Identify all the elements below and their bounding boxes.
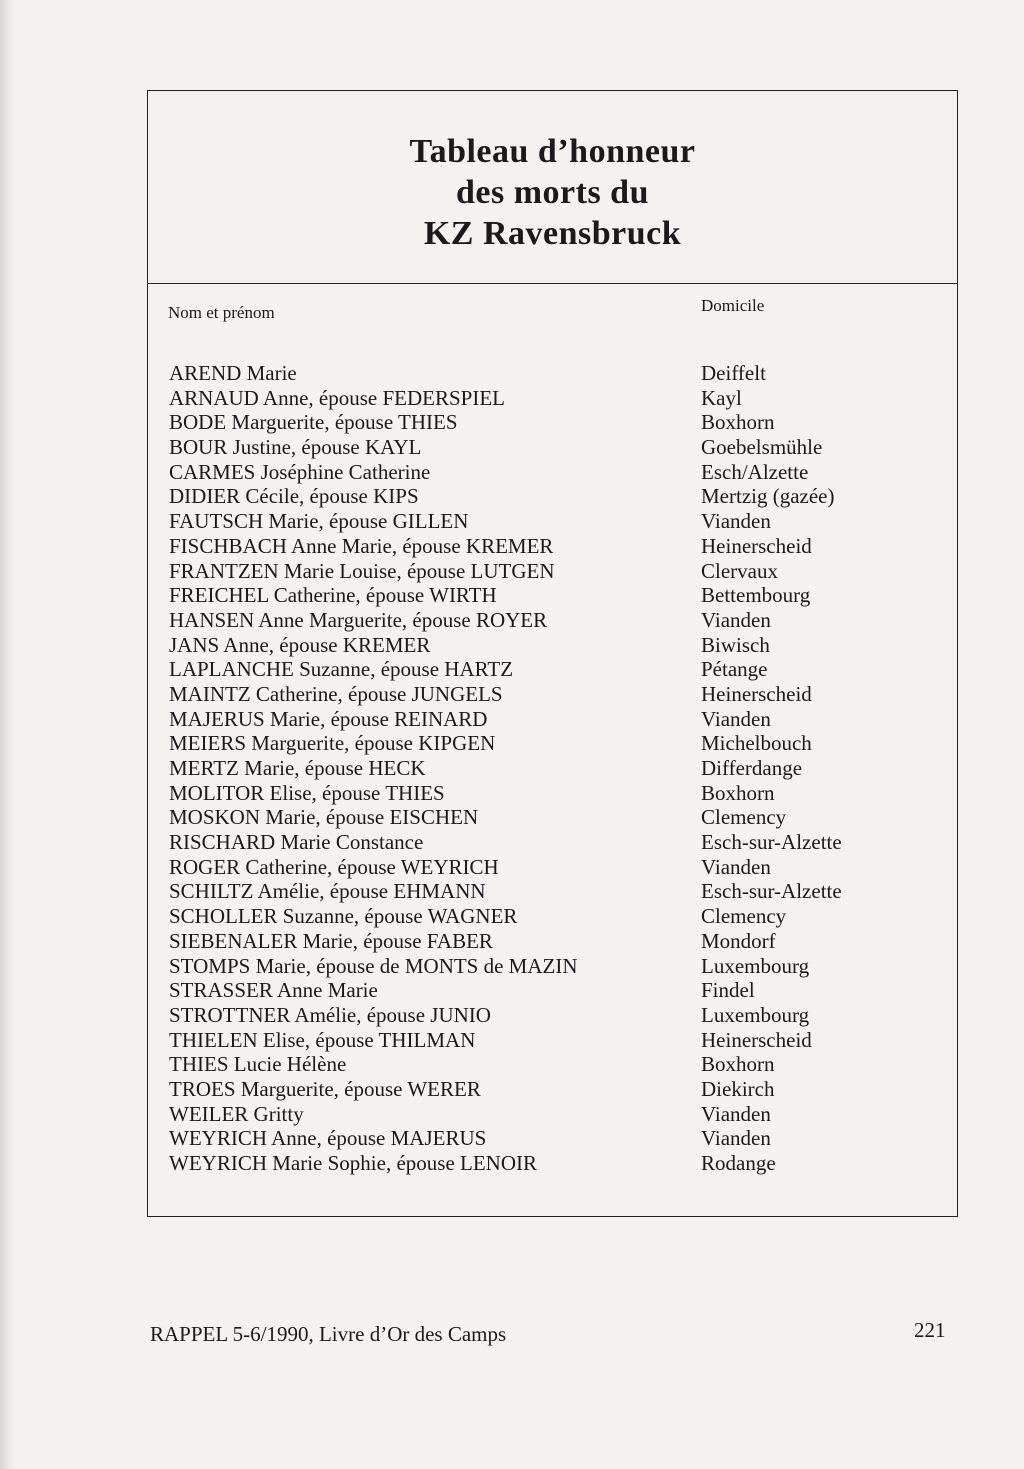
row-name: JANS Anne, épouse KREMER [169,632,431,657]
row-domicile: Luxembourg [701,1002,810,1027]
table-row [148,756,957,781]
row-domicile: Vianden [701,607,771,632]
row-domicile: Vianden [701,1101,771,1126]
row-name: MAINTZ Catherine, épouse JUNGELS [169,681,503,706]
row-domicile: Mertzig (gazée) [701,484,835,509]
row-name: WEILER Gritty [169,1101,304,1126]
table-row [148,707,957,732]
row-domicile: Esch/Alzette [701,459,809,484]
row-domicile: Boxhorn [701,1052,775,1077]
row-name: TROES Marguerite, épouse WERER [169,1076,481,1101]
row-name: MERTZ Marie, épouse HECK [169,756,426,780]
title-divider [148,283,957,284]
table-row [148,509,957,534]
table-row [148,484,957,509]
row-name: CARMES Joséphine Catherine [169,459,431,484]
table-row [148,1077,957,1102]
row-domicile: Boxhorn [701,410,775,435]
row-name: LAPLANCHE Suzanne, épouse HARTZ [169,657,514,682]
row-name: WEYRICH Anne, épouse MAJERUS [169,1126,487,1151]
table-row [148,435,957,460]
row-name: FREICHEL Catherine, épouse WIRTH [169,583,497,608]
row-name: ARNAUD Anne, épouse FEDERSPIEL [169,385,505,410]
table-row [148,460,957,485]
table-row [148,410,957,435]
row-domicile: Mondorf [701,928,776,953]
column-header-domicile: Domicile [701,296,765,315]
row-domicile: Vianden [701,509,771,534]
row-name: MAJERUS Marie, épouse REINARD [169,706,488,731]
row-name: FISCHBACH Anne Marie, épouse KREMER [169,533,554,558]
row-domicile: Vianden [701,854,771,879]
row-name: STOMPS Marie, épouse de MONTS de MAZIN [169,953,578,978]
table-row [148,1003,957,1028]
table-row [148,1052,957,1077]
table-row [148,954,957,979]
title-line: Tableau d’honneur [409,133,696,170]
row-name: BOUR Justine, épouse KAYL [169,435,422,460]
row-domicile: Boxhorn [701,780,775,805]
table-row [148,534,957,559]
row-domicile: Diekirch [701,1076,775,1101]
row-domicile: Esch-sur-Alzette [701,879,842,904]
row-name: SCHILTZ Amélie, épouse EHMANN [169,879,486,904]
page-number: 221 [914,1318,946,1342]
table-row [148,657,957,682]
row-name: STROTTNER Amélie, épouse JUNIO [169,1002,491,1027]
row-name: THIES Lucie Hélène [169,1052,347,1077]
row-domicile: Pétange [701,657,768,682]
row-domicile: Heinerscheid [701,681,812,706]
table-row [148,904,957,929]
table-row [148,731,957,756]
row-name: STRASSER Anne Marie [169,978,378,1003]
row-domicile: Michelbouch [701,731,812,756]
row-name: MOLITOR Elise, épouse THIES [169,780,445,805]
row-domicile: Esch-sur-Alzette [701,830,842,855]
row-domicile: Differdange [701,756,803,780]
row-domicile: Heinerscheid [701,1027,812,1052]
page-binding-shadow [0,0,14,1469]
table-row [148,781,957,806]
table-title [148,131,957,254]
row-name: FAUTSCH Marie, épouse GILLEN [169,509,469,534]
row-name: AREND Marie [169,361,297,385]
row-domicile: Bettembourg [701,583,811,608]
row-name: MEIERS Marguerite, épouse KIPGEN [169,731,496,756]
table-row [148,633,957,658]
row-name: MOSKON Marie, épouse EISCHEN [169,805,479,830]
table-row [148,879,957,904]
row-domicile: Vianden [701,706,771,731]
table-row [148,583,957,608]
row-name: FRANTZEN Marie Louise, épouse LUTGEN [169,558,555,583]
table-row [148,978,957,1003]
table-row [148,855,957,880]
row-name: SCHOLLER Suzanne, épouse WAGNER [169,904,518,929]
table-row [148,386,957,411]
row-domicile: Deiffelt [701,361,766,385]
row-domicile: Heinerscheid [701,533,812,558]
table-row [148,361,957,386]
table-row [148,929,957,954]
row-name: DIDIER Cécile, épouse KIPS [169,484,419,509]
table-row [148,1028,957,1053]
table-body [148,361,957,1176]
column-header-name: Nom et prénom [168,303,275,322]
table-row [148,682,957,707]
row-domicile: Clemency [701,805,787,830]
row-domicile: Goebelsmühle [701,435,823,460]
table-row [148,830,957,855]
row-name: BODE Marguerite, épouse THIES [169,410,458,435]
row-domicile: Kayl [701,385,742,410]
row-domicile: Biwisch [701,632,770,657]
table-row [148,1102,957,1127]
row-name: ROGER Catherine, épouse WEYRICH [169,854,499,879]
row-domicile: Rodange [701,1151,776,1175]
table-row [148,1126,957,1151]
table-row [148,559,957,584]
row-name: THIELEN Elise, épouse THILMAN [169,1027,476,1052]
honor-roll-table [147,90,958,1217]
table-row [148,805,957,830]
row-name: SIEBENALER Marie, épouse FABER [169,928,493,953]
row-domicile: Vianden [701,1126,771,1151]
title-line: KZ Ravensbruck [423,215,682,252]
row-domicile: Luxembourg [701,953,810,978]
row-name: WEYRICH Marie Sophie, épouse LENOIR [169,1151,538,1175]
title-line: des morts du [455,174,650,211]
table-row [148,608,957,633]
row-name: RISCHARD Marie Constance [169,830,424,855]
row-domicile: Findel [701,978,755,1003]
row-domicile: Clemency [701,904,787,929]
table-row [148,1151,957,1176]
footer-source: RAPPEL 5-6/1990, Livre d’Or des Camps [150,1322,507,1346]
row-domicile: Clervaux [701,558,778,583]
row-name: HANSEN Anne Marguerite, épouse ROYER [169,607,548,632]
